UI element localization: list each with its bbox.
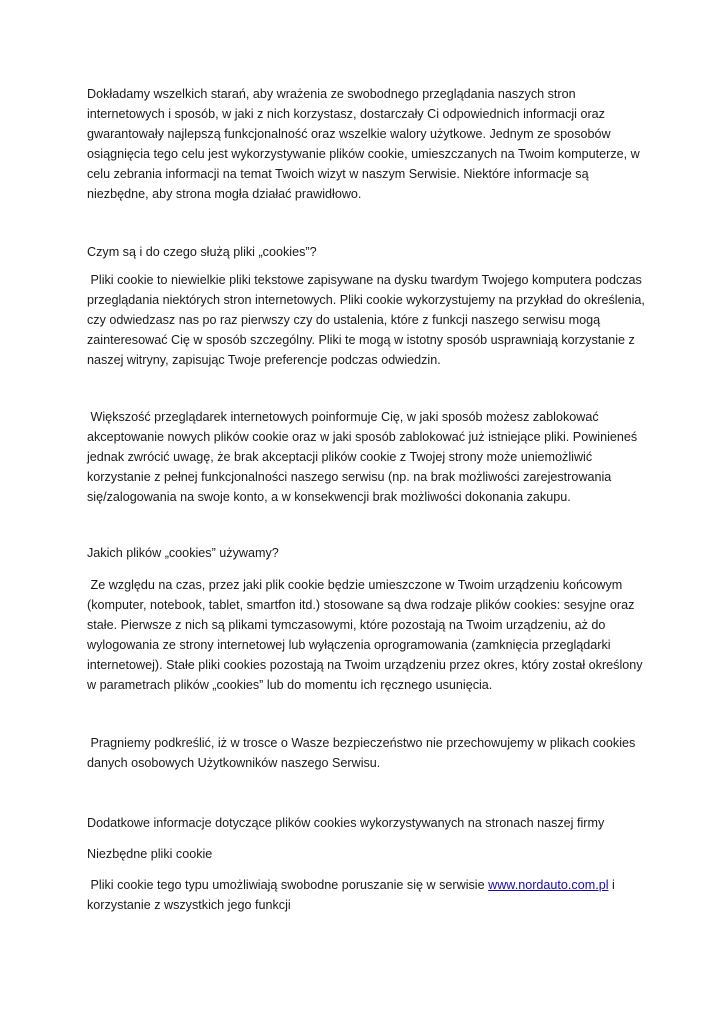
- heading-additional-info: Dodatkowe informacje dotyczące plików cookies wykorzystywanych na stronach naszej firmy: [87, 816, 605, 830]
- heading-necessary-cookies: Niezbędne pliki cookie: [87, 847, 213, 861]
- paragraph-necessary-cookies-tail: i korzystanie z wszystkich jego funkcji: [87, 878, 615, 912]
- paragraph-session-persistent-text: Ze względu na czas, przez jaki plik cookie będzie umieszczone w Twoim urządzeniu końcowym (komputer, notebook, tablet, smartfon itd.) stosowane są dwa rodzaje plików cookies: sesyjne oraz stałe. Pierwsze z nich są plikami tymczasowymi, które pozostają na Twoim urządzeniu, aż do wylogowania ze strony internetowej lub wyłączenia oprogramowania (zamknięcia przeglądarki internetowej). Stałe pliki cookies pozostają na Twoim urządzeniu przez okres, który został określony w parametrach plików „cookies” lub do momentu ich ręcznego usunięcia.: [87, 578, 643, 692]
- intro-paragraph: Dokładamy wszelkich starań, aby wrażenia ze swobodnego przeglądania naszych stron internetowych i sposób, w jaki z nich korzystasz, dostarczały Ci odpowiednich informacji oraz gwarantowały najlepszą funkcjonalność oraz wszelkie walory użytkowe. Jednym ze sposobów osiągnięcia tego celu jest wykorzystywanie plików cookie, umieszczanych na Twoim komputerze, w celu zebrania informacji na temat Twoich wizyt w naszym Serwisie. Niektóre informacje są niezbędne, aby strona mogła działać prawidłowo.: [87, 87, 640, 201]
- paragraph-no-personal-data-text: Pragniemy podkreślić, iż w trosce o Wasze bezpieczeństwo nie przechowujemy w plikach cookies danych osobowych Użytkowników naszego Serwisu.: [87, 736, 636, 770]
- nordauto-link[interactable]: www.nordauto.com.pl: [488, 878, 609, 892]
- heading-cookie-types: Jakich plików „cookies” używamy?: [87, 546, 279, 560]
- paragraph-cookies-definition: [87, 270, 647, 370]
- heading-what-are-cookies: Czym są i do czego służą pliki „cookies”?: [87, 245, 317, 259]
- paragraph-cookies-definition-text: Pliki cookie to niewielkie pliki tekstowe zapisywane na dysku twardym Twojego komputera podczas przeglądania niektórych stron internetowych. Pliki cookie wykorzystujemy na przykład do określenia, czy odwiedzasz nas po raz pierwszy czy do ustalenia, które z funkcji naszego serwisu mogą zainteresować Cię w sposób szczególny. Pliki te mogą w istotny sposób usprawniają korzystanie z naszej witryny, zapisując Twoje preferencje podczas odwiedzin.: [87, 273, 645, 367]
- paragraph-no-personal-data: [87, 733, 647, 773]
- paragraph-necessary-cookies: [87, 875, 647, 915]
- paragraph-session-persistent: [87, 575, 647, 695]
- paragraph-browser-settings-text: Większość przeglądarek internetowych poinformuje Cię, w jaki sposób możesz zablokować akceptowanie nowych plików cookie oraz w jaki sposób zablokować już istniejące pliki. Powinieneś jednak zwrócić uwagę, że brak akceptacji plików cookie z Twojej strony może uniemożliwić korzystanie z pełnej funkcjonalności naszego serwisu (np. na brak możliwości zarejestrowania się/zalogowania na swoje konto, a w konsekwencji brak możliwości dokonania zakupu.: [87, 410, 638, 504]
- paragraph-browser-settings: [87, 407, 647, 507]
- paragraph-necessary-cookies-text: Pliki cookie tego typu umożliwiają swobodne poruszanie się w serwisie: [90, 878, 485, 892]
